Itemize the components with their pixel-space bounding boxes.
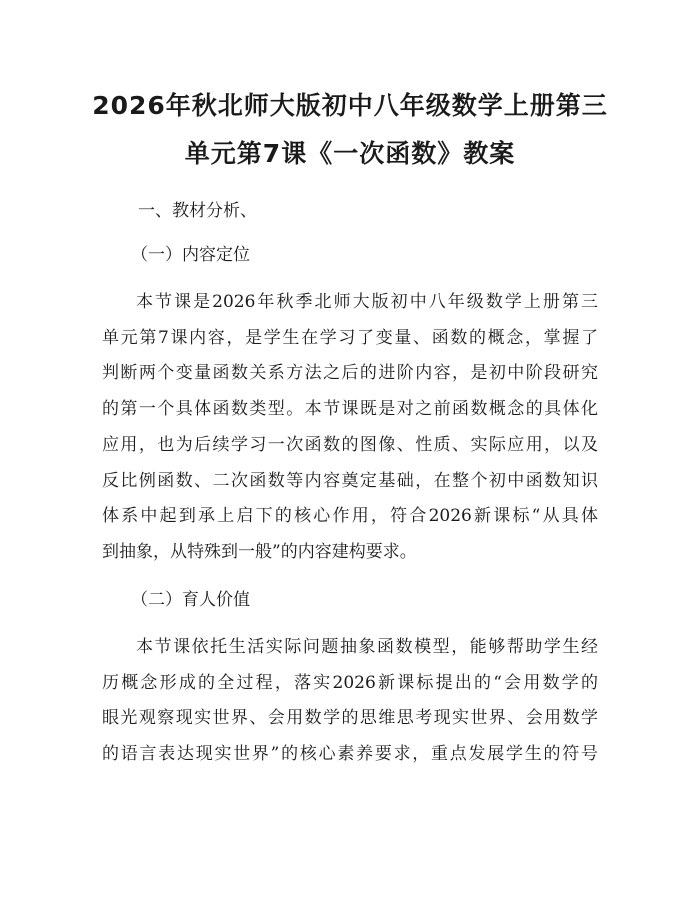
subsection-heading-content: （一）内容定位 bbox=[131, 245, 250, 265]
title-line-2: 单元第7课《一次函数》教案 bbox=[184, 139, 516, 168]
paragraph-line: 反比例函数、二次函数等内容奠定基础，在整个初中函数知识 bbox=[102, 470, 598, 491]
title-line-1: 2026年秋北师大版初中八年级数学上册第三 bbox=[92, 91, 608, 120]
paragraph-line: 的第一个具体函数类型。本节课既是对之前函数概念的具体化 bbox=[102, 399, 598, 420]
paragraph-line: 到抽象，从特殊到一般”的内容建构要求。 bbox=[102, 541, 417, 562]
paragraph-line: 本节课依托生活实际问题抽象函数模型，能够帮助学生经 bbox=[136, 637, 598, 657]
paragraph-line: 本节课是2026年秋季北师大版初中八年级数学上册第三 bbox=[136, 292, 598, 312]
paragraph-line: 单元第7课内容，是学生在学习了变量、函数的概念，掌握了 bbox=[102, 327, 598, 348]
paragraph-line: 的语言表达现实世界”的核心素养要求，重点发展学生的符号 bbox=[102, 744, 598, 765]
section-heading-analysis: 一、教材分析、 bbox=[138, 201, 257, 221]
paragraph-education-value bbox=[102, 630, 598, 773]
paragraph-line: 判断两个变量函数关系方法之后的进阶内容，是初中阶段研究 bbox=[102, 363, 598, 384]
paragraph-content-position bbox=[102, 285, 598, 571]
paragraph-line: 历概念形成的全过程，落实2026新课标提出的“会用数学的 bbox=[102, 672, 598, 693]
paragraph-line: 体系中起到承上启下的核心作用，符合2026新课标“从具体 bbox=[102, 506, 598, 527]
paragraph-line: 眼光观察现实世界、会用数学的思维思考现实世界、会用数学 bbox=[102, 708, 598, 729]
subsection-heading-education-value: （二）育人价值 bbox=[131, 590, 250, 610]
paragraph-line: 应用，也为后续学习一次函数的图像、性质、实际应用，以及 bbox=[102, 434, 598, 455]
